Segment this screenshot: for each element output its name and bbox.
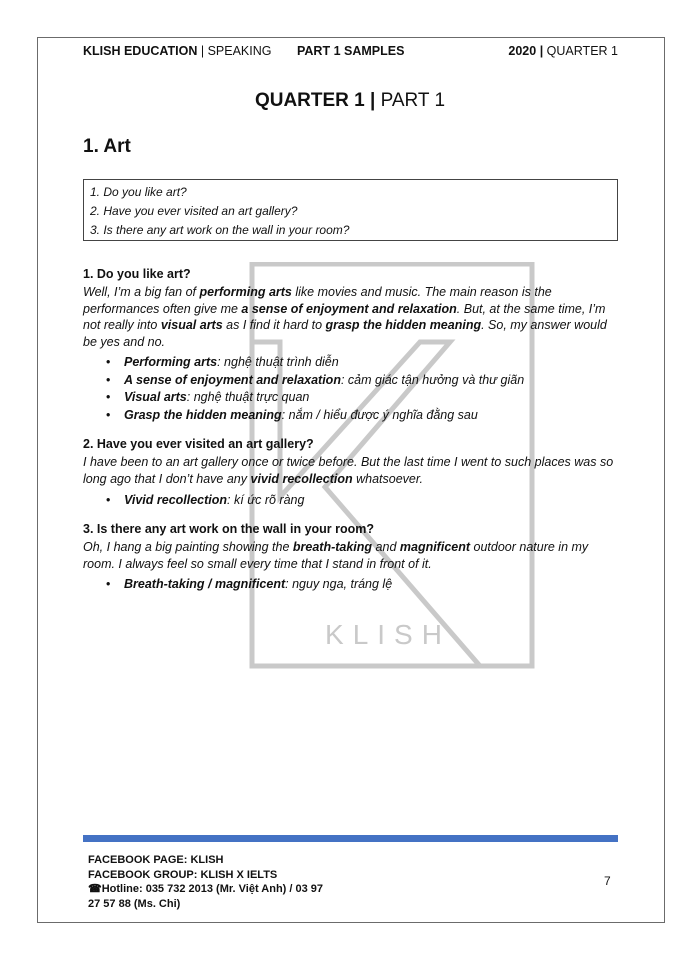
bullet-icon: • [106,372,111,387]
vocab-item [106,354,618,372]
title-rest: PART 1 [375,90,446,111]
vocab-meaning: : kí ức rõ ràng [227,492,305,507]
bullet-icon: • [106,492,111,507]
vocab-meaning: : nắm / hiểu được ý nghĩa đằng sau [281,407,478,422]
phone-icon: ☎ [88,883,102,895]
answer-text-segment: and [372,540,400,555]
key-phrase: magnificent [399,540,471,555]
header-year: 2020 [508,44,537,58]
answer-text-segment: as I find it hard to [222,318,326,333]
header-left [83,44,271,58]
answer-text [83,284,618,350]
question-item: 2. Have you ever visited an art gallery? [90,204,298,218]
header-center: PART 1 SAMPLES [297,44,405,58]
page-title [0,90,700,112]
key-phrase: a sense of enjoyment and relaxation [241,301,457,316]
key-phrase: visual arts [160,318,223,333]
question-item: 3. Is there any art work on the wall in your room? [90,223,350,237]
answer-text [83,454,618,487]
vocab-term: A sense of enjoyment and relaxation [124,372,341,387]
answer-text-segment: whatsoever. [352,471,424,486]
questions-box [83,179,618,241]
bullet-icon: • [106,390,111,405]
answer-heading: 2. Have you ever visited an art gallery? [83,437,314,452]
answer-heading: 3. Is there any art work on the wall in your room? [83,522,375,537]
vocab-term: Grasp the hidden meaning [124,407,282,422]
header-brand: KLISH EDUCATION [83,44,198,58]
footer-hotline-text: Hotline: 035 732 2013 (Mr. Việt Anh) / 03 97 [101,883,324,895]
vocab-meaning: : nghệ thuật trình diễn [217,355,339,370]
vocab-item [106,492,618,510]
header-separator: | [197,44,208,58]
answer-text [83,539,618,572]
footer-hotline-cont: 27 57 88 (Ms. Chi) [88,897,181,910]
vocab-list [83,576,618,594]
header-quarter: QUARTER 1 [546,44,618,58]
key-phrase: grasp the hidden meaning [325,318,482,333]
bullet-icon: • [106,577,111,592]
vocab-meaning: : cảm giác tận hưởng và thư giãn [340,372,525,387]
vocab-list [83,354,618,424]
vocab-item [106,372,618,390]
bullet-icon: • [106,407,111,422]
key-phrase: vivid recollection [250,471,353,486]
key-phrase: performing arts [199,285,292,299]
vocab-meaning: : nghệ thuật trực quan [186,390,310,405]
footer-facebook-group: FACEBOOK GROUP: KLISH X IELTS [88,868,278,881]
answer-text-segment: like movies and music. The main reason is the performances often give me [83,285,552,316]
vocab-item [106,407,618,425]
answer-text-segment: I have been to an art gallery once or twice before. But the last time I went to such places was so long ago that I don’t have any [83,455,614,486]
vocab-term: Breath-taking / magnificent [124,577,286,592]
answer-heading: 1. Do you like art? [83,267,191,281]
header-subject: SPEAKING [207,44,272,58]
answer-text-segment: . So, my answer would be yes and no. [83,318,607,349]
bullet-icon: • [106,355,111,370]
footer-facebook-page: FACEBOOK PAGE: KLISH [88,854,224,866]
answer-block-3 [83,521,618,594]
footer-divider-bar [83,835,618,842]
answer-block-1 [83,266,618,424]
footer-hotline [88,882,323,897]
watermark-text: KLISH [325,619,451,650]
vocab-meaning: : nguy nga, tráng lệ [285,577,393,592]
header-separator-2: | [536,44,547,58]
title-bold: QUARTER 1 | [254,90,376,111]
page-number: 7 [604,874,611,888]
section-title: 1. Art [83,136,131,157]
page-footer [88,853,323,911]
answer-block-2 [83,436,618,509]
answer-text-segment: Oh, I hang a big painting showing the [83,540,293,555]
vocab-term: Visual arts [124,390,187,405]
vocab-item [106,576,618,594]
vocab-item [106,389,618,407]
answer-text-segment: outdoor nature in my room. I always feel so small every time that I stand in front of it. [83,540,589,571]
vocab-term: Performing arts [124,355,218,370]
answer-text-segment: . But, at the same time, I’m not really into [83,301,606,333]
vocab-list [83,492,618,510]
key-phrase: breath-taking [292,540,373,555]
vocab-term: Vivid recollection [124,492,228,507]
question-item: 1. Do you like art? [90,185,187,199]
header-right [508,44,618,58]
answers-content [83,266,618,606]
answer-text-segment: Well, I’m a big fan of [83,285,200,299]
page-header [83,44,618,62]
